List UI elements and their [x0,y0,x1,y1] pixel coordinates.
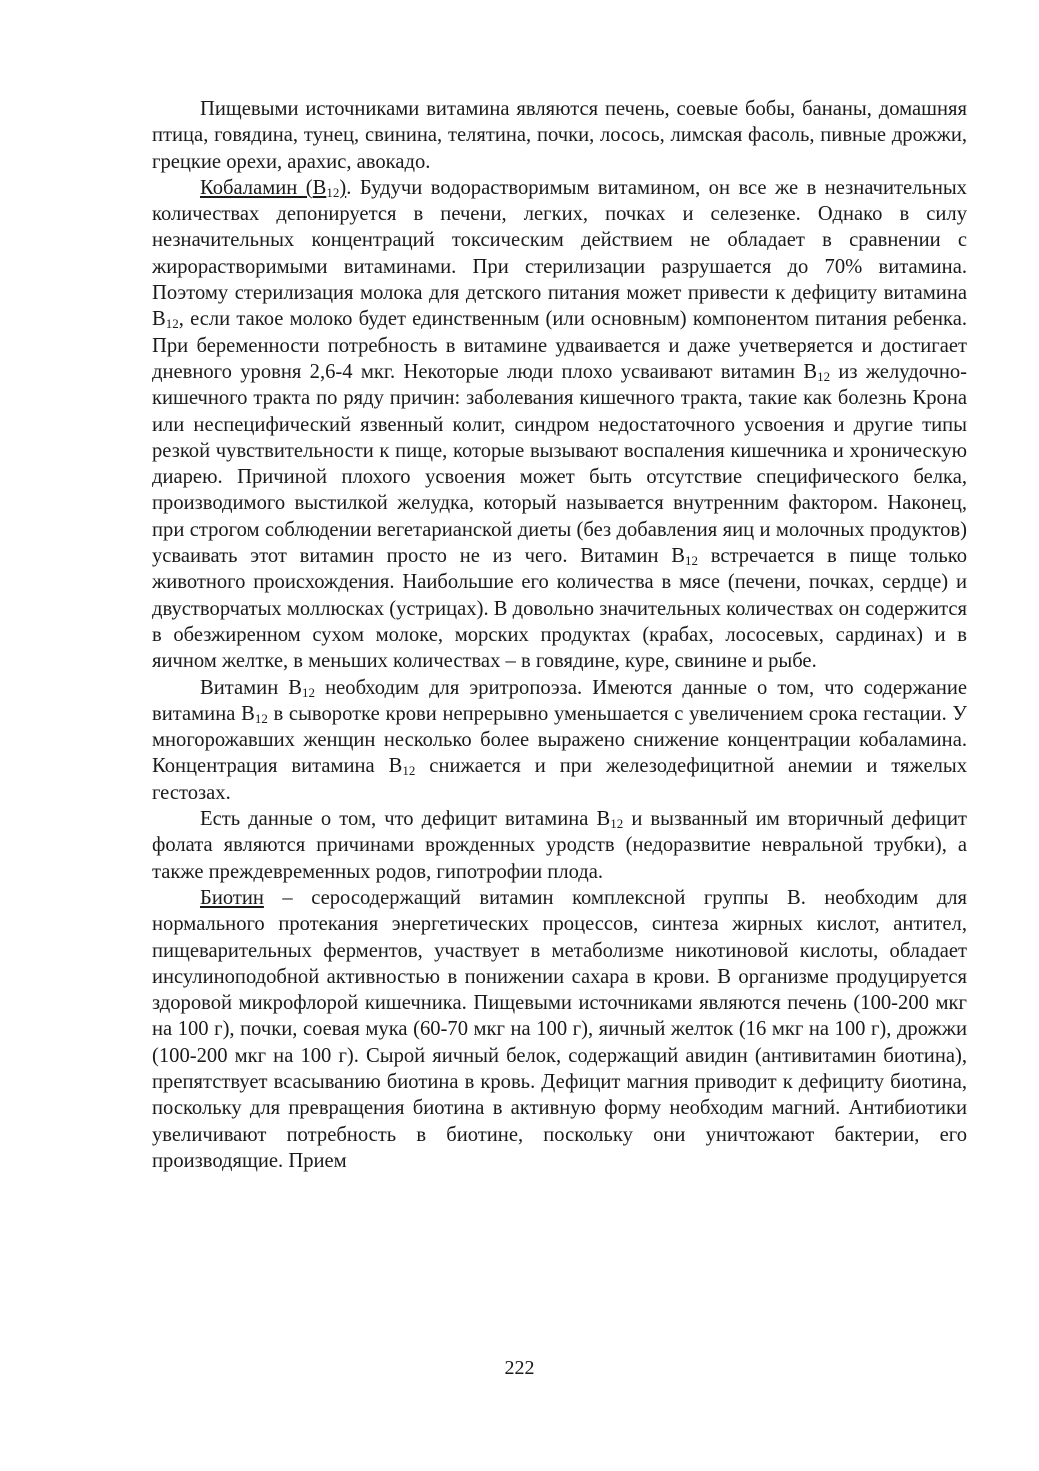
paragraph: Кобаламин $(B_{12})$. Будучи водорастворимым витамином, он все же в незначительных количествах депонируется в печени, легких, почках и селезенке. Однако в силу незначительных концентраций токсическим действием не обладает в сравнении с жирорастворимыми витаминами. При стерилизации разрушается до 70% витамина. Поэтому стерилизация молока для детского питания может привести к дефициту витамина $B_{12}$, если такое молоко будет единственным (или основным) компонентом питания ребенка. При беременности потребность в витамине удваивается и даже учетверяется и достигает дневного уровня 2,6-4 мкг. Некоторые люди плохо усваивают витамин $B_{12}$ из желудочно-кишечного тракта по ряду причин: заболевания кишечного тракта, такие как болезнь Крона или неспецифический язвенный колит, синдром недостаточного усвоения и другие типы резкой чувствительности к пище, которые вызывают воспаления кишечника и хроническую диарею. Причиной плохого усвоения может быть отсутствие специфического белка, производимого выстилкой желудка, который называется внутренним фактором. Наконец, при строгом соблюдении вегетарианской диеты (без добавления яиц и молочных продуктов) усваивать этот витамин просто не из чего. Витамин $B_{12}$ встречается в пище только животного происхождения. Наибольшие его количества в мясе (печени, почках, сердце) и двустворчатых моллюсках (устрицах). В довольно значительных количествах он содержится в обезжиренном сухом молоке, морских продуктах (крабах, лососевых, сардинах) и в яичном желтке, в меньших количествах – в говядине, куре, свинине и рыбе. [152,176,967,673]
paragraph: Есть данные о том, что дефицит витамина $B_{12}$ и вызванный им вторичный дефицит фолата являются причинами врожденных уродств (недоразвитие невральной трубки), а также преждевременных родов, гипотрофии плода. [152,808,967,883]
paragraph: Витамин $B_{12}$ необходим для эритропоэза. Имеются данные о том, что содержание витамина $B_{12}$ в сыворотке крови непрерывно уменьшается с увеличением срока гестации. У многорожавших женщин несколько более выражено снижение концентрации кобаламина. Концентрация витамина $B_{12}$ снижается и при железодефицитной анемии и тяжелых гестозах. [152,676,968,804]
page-body [152,96,967,1174]
paragraph: Биотин – серосодержащий витамин комплексной группы B. необходим для нормального протекания энергетических процессов, синтеза жирных кислот, антител, пищеварительных ферментов, участвует в метаболизме никотиновой кислоты, обладает инсулиноподобной активностью в понижении сахара в крови. В организме продуцируется здоровой микрофлорой кишечника. Пищевыми источниками являются печень (100-200 мкг на 100 г), почки, соевая мука (60-70 мкг на 100 г), яичный желток (16 мкг на 100 г), дрожжи (100-200 мкг на 100 г). Сырой яичный белок, содержащий авидин (антивитамин биотина), препятствует всасыванию биотина в кровь. Дефицит магния приводит к дефициту биотина, поскольку для превращения биотина в активную форму необходим магний. Антибиотики увеличивают потребность в биотине, поскольку они уничтожают бактерии, его производящие. Прием [152,886,967,1172]
term-heading: Биотин [200,886,264,909]
page-number: 222 [504,1357,535,1379]
term-heading: Кобаламин $(B_{12})$ [200,176,347,200]
paragraph: Пищевыми источниками витамина являются печень, соевые бобы, бананы, домашняя птица, говядина, тунец, свинина, телятина, почки, лосось, лимская фасоль, пивные дрожжи, грецкие орехи, арахис, авокадо. [152,98,967,173]
